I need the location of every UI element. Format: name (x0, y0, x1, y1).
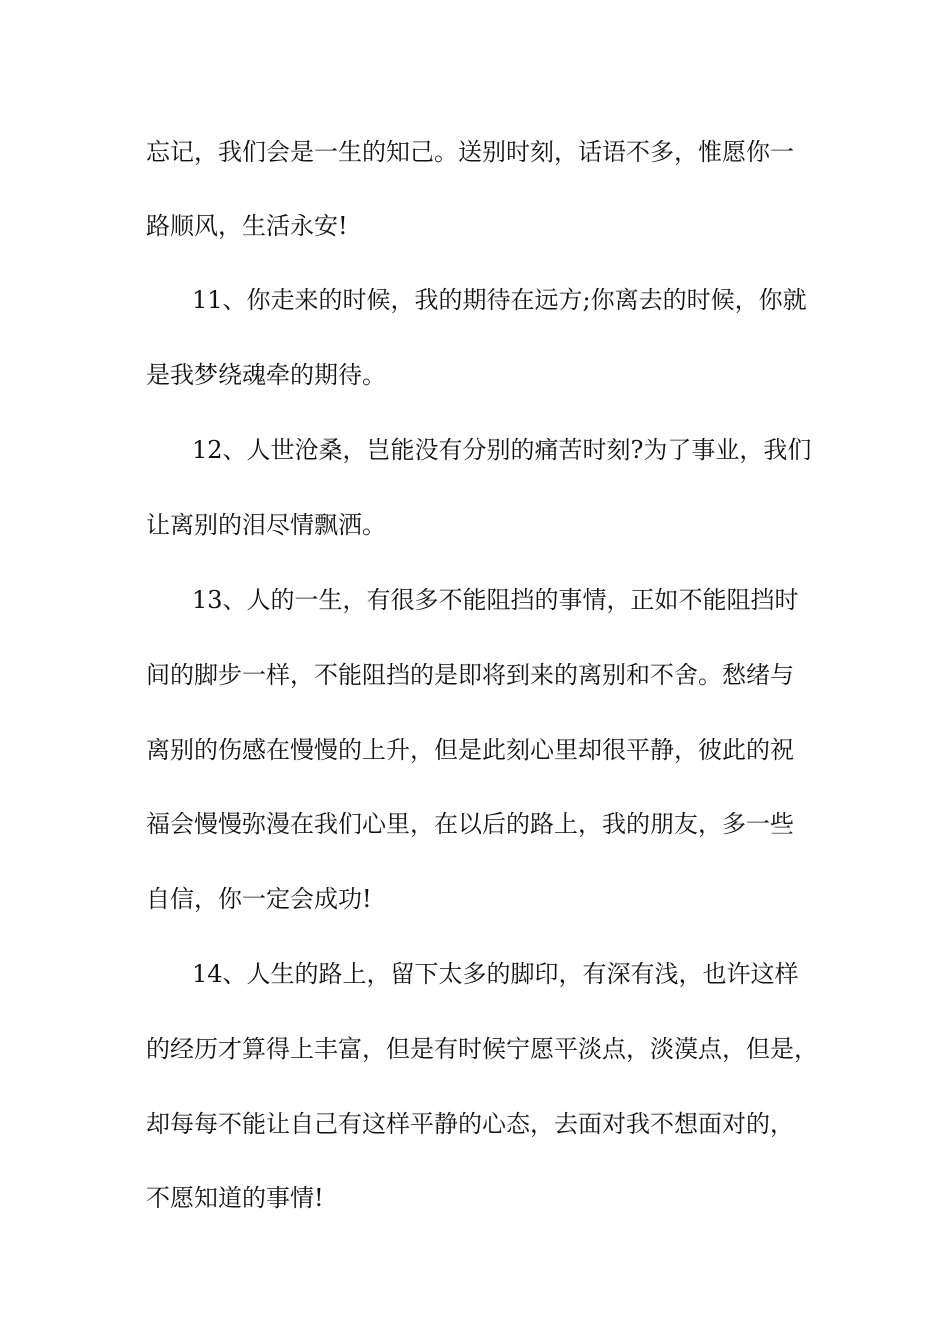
text-line: 的经历才算得上丰富，但是有时候宁愿平淡点，淡漠点，但是， (146, 1035, 818, 1063)
text-line: 不愿知道的事情! (146, 1184, 324, 1212)
text-line: 却每每不能让自己有这样平静的心态，去面对我不想面对的， (146, 1110, 794, 1138)
text-line: 间的脚步一样，不能阻挡的是即将到来的离别和不舍。愁绪与 (146, 661, 794, 689)
text-line: 离别的伤感在慢慢的上升，但是此刻心里却很平静，彼此的祝 (146, 736, 794, 764)
text-line: 路顺风，生活永安! (146, 212, 348, 240)
paragraph-12-start: 12、人世沧桑，岂能没有分别的痛苦时刻?为了事业，我们 (192, 436, 812, 464)
text-line: 是我梦绕魂牵的期待。 (146, 361, 386, 389)
text-line: 忘记，我们会是一生的知己。送别时刻，话语不多，惟愿你一 (146, 138, 794, 166)
paragraph-14-start: 14、人生的路上，留下太多的脚印，有深有浅，也许这样 (192, 960, 799, 988)
text-line: 自信，你一定会成功! (146, 885, 372, 913)
paragraph-11-start: 11、你走来的时候，我的期待在远方;你离去的时候，你就 (192, 286, 807, 314)
text-line: 福会慢慢弥漫在我们心里，在以后的路上，我的朋友，多一些 (146, 810, 794, 838)
text-line: 让离别的泪尽情飘洒。 (146, 511, 386, 539)
paragraph-13-start: 13、人的一生，有很多不能阻挡的事情，正如不能阻挡时 (192, 586, 799, 614)
